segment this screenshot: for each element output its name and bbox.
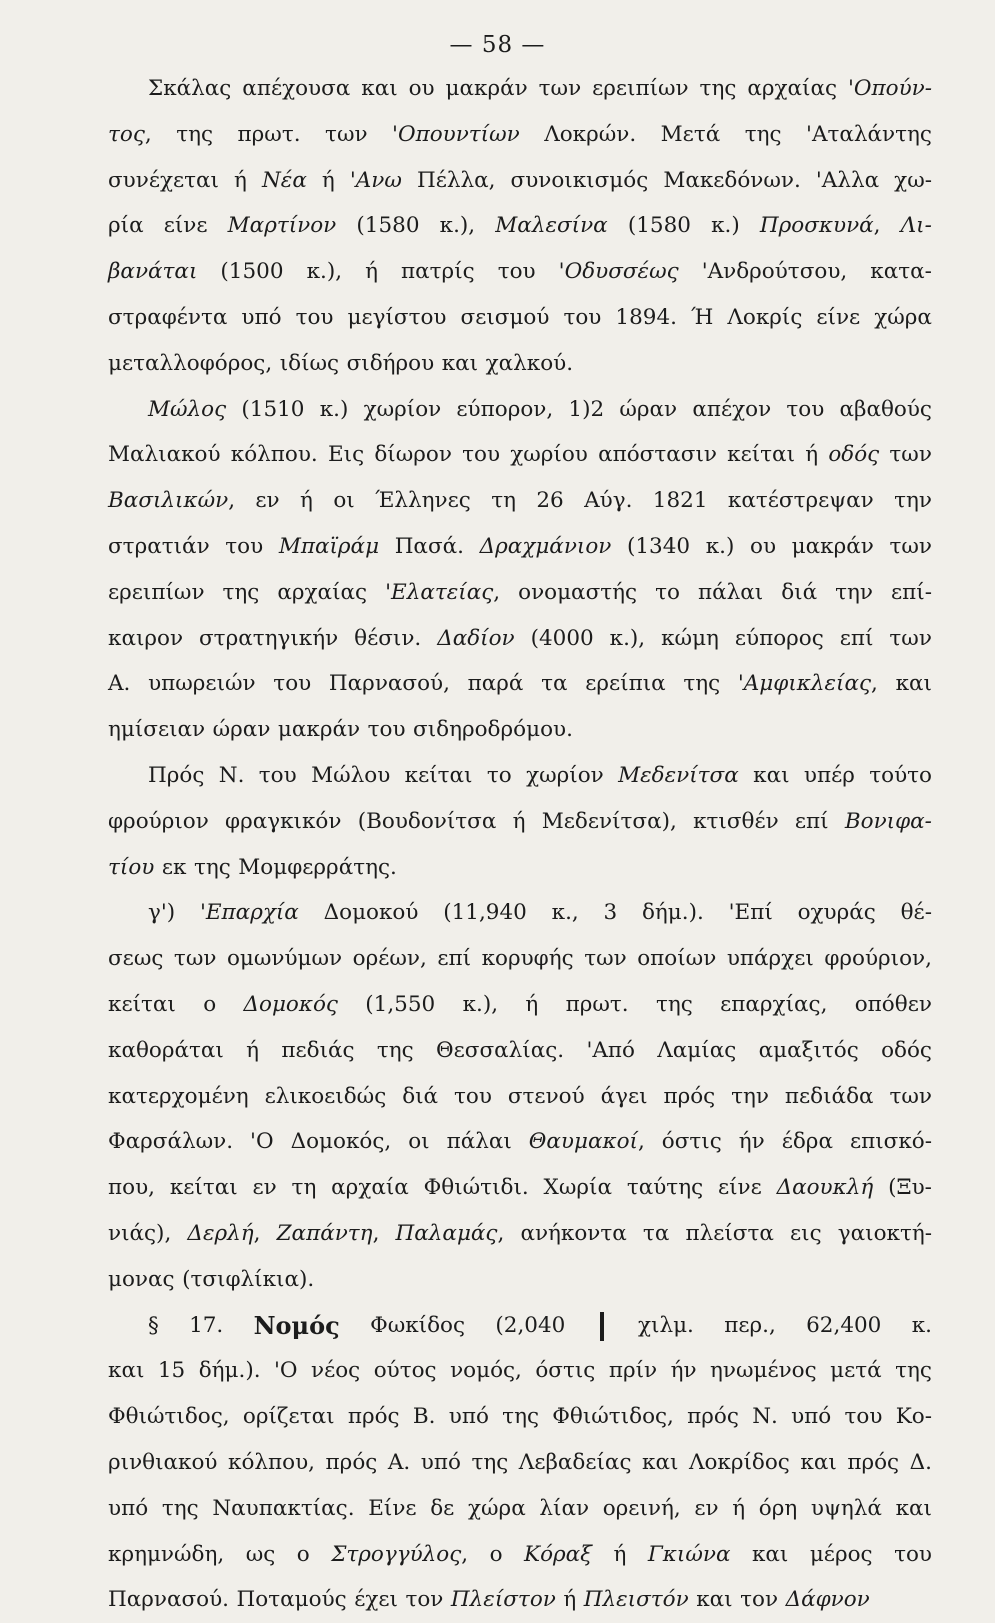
text-line: Σκάλας απέχουσα και ου μακράν των ερειπίων της αρχαίας 'Οπούν- bbox=[148, 76, 932, 101]
text-line: κρημνώδη, ως ο Στρογγύλος, ο Κόραξ ή Γκιώνα και μέρος του bbox=[108, 1541, 932, 1567]
text-line: Παρνασού. Ποταμούς έχει τον Πλείστον ή Πλειστόν και τον Δάφνον bbox=[108, 1587, 870, 1613]
text-line: βανάται (1500 κ.), ή πατρίς του 'Οδυσσέως 'Ανδρούτσου, κατα- bbox=[108, 259, 932, 285]
text-line: κείται ο Δομοκός (1,550 κ.), ή πρωτ. της επαρχίας, οπόθεν bbox=[108, 991, 932, 1017]
text-line: σεως των ομωνύμων ορέων, επί κορυφής των οποίων υπάρχει φρούριον, bbox=[108, 946, 932, 972]
text-line: § 17. Νομός Φωκίδος (2,040 χιλμ. περ., 62,400 κ. bbox=[148, 1310, 932, 1340]
page-number: — 58 — bbox=[449, 32, 546, 58]
text-line: ημίσειαν ώραν μακράν του σιδηροδρόμου. bbox=[108, 717, 573, 743]
text-line: Μώλος (1510 κ.) χωρίον εύπορον, 1)2 ώραν απέχον του αβαθούς bbox=[148, 396, 932, 422]
text-line: στρατιάν του Μπαϊράμ Πασά. Δραχμάνιον (1340 κ.) ου μακράν των bbox=[108, 533, 932, 559]
text-line: Φαρσάλων. 'Ο Δομοκός, οι πάλαι Θαυμακοί, όστις ήν έδρα επισκό- bbox=[108, 1129, 932, 1155]
text-line: μονας (τσιφλίκια). bbox=[108, 1266, 315, 1292]
text-line: Μαλιακού κόλπου. Εις δίωρον του χωρίου απόστασιν κείται ή οδός των bbox=[108, 442, 932, 468]
text-line: φρούριον φραγκικόν (Βουδονίτσα ή Μεδενίτσα), κτισθέν επί Βονιφα- bbox=[108, 808, 932, 834]
text-line: νιάς), Δερλή, Ζαπάντη, Παλαμάς, ανήκοντα τα πλείστα εις γαιοκτή- bbox=[108, 1220, 932, 1246]
text-line: καιρον στρατηγικήν θέσιν. Δαδίον (4000 κ.), κώμη εύπορος επί των bbox=[108, 625, 932, 651]
text-line: κατερχομένη ελικοειδώς διά του στενού άγει πρός την πεδιάδα των bbox=[108, 1083, 932, 1109]
body-text bbox=[108, 66, 932, 1623]
text-line: συνέχεται ή Νέα ή 'Ανω Πέλλα, συνοικισμός Μακεδόνων. 'Αλλα χω- bbox=[108, 167, 932, 193]
text-line: που, κείται εν τη αρχαία Φθιώτιδι. Χωρία ταύτης είνε Δαουκλή (Ξυ- bbox=[108, 1175, 932, 1201]
text-line: Α. υπωρειών του Παρνασού, παρά τα ερείπια της 'Αμφικλείας, και bbox=[108, 671, 932, 697]
text-line: Βασιλικών, εν ή οι Έλληνες τη 26 Αύγ. 1821 κατέστρεψαν την bbox=[108, 488, 932, 514]
text-line: Πρός Ν. του Μώλου κείται το χωρίον Μεδενίτσα και υπέρ τούτο bbox=[148, 762, 932, 788]
text-line: υπό της Ναυπακτίας. Είνε δε χώρα λίαν ορεινή, εν ή όρη υψηλά και bbox=[108, 1495, 932, 1521]
text-line: στραφέντα υπό του μεγίστου σεισμού του 1894. Ή Λοκρίς είνε χώρα bbox=[108, 304, 932, 330]
text-line: γ') 'Επαρχία Δομοκού (11,940 κ., 3 δήμ.). 'Επί οχυράς θέ- bbox=[148, 900, 932, 926]
text-line: ρία είνε Μαρτίνον (1580 κ.), Μαλεσίνα (1580 κ.) Προσκυνά, Λι- bbox=[108, 213, 932, 239]
text-line: Φθιώτιδος, ορίζεται πρός Β. υπό της Φθιώτιδος, πρός Ν. υπό του Κο- bbox=[108, 1404, 932, 1430]
text-line: τίου εκ της Μομφερράτης. bbox=[108, 854, 397, 880]
text-line: και 15 δήμ.). 'Ο νέος ούτος νομός, όστις πρίν ήν ηνωμένος μετά της bbox=[108, 1358, 932, 1384]
text-line: ερειπίων της αρχαίας 'Ελατείας, ονομαστής το πάλαι διά την επί- bbox=[108, 579, 932, 605]
text-line: τος, της πρωτ. των 'Οπουντίων Λοκρών. Μετά της 'Αταλάντης bbox=[108, 121, 932, 147]
text-line: καθοράται ή πεδιάς της Θεσσαλίας. 'Από Λαμίας αμαξιτός οδός bbox=[108, 1037, 932, 1063]
text-line: μεταλλοφόρος, ιδίως σιδήρου και χαλκού. bbox=[108, 350, 574, 376]
text-line: ρινθιακού κόλπου, πρός Α. υπό της Λεβαδείας και Λοκρίδος και πρός Δ. bbox=[108, 1449, 932, 1475]
